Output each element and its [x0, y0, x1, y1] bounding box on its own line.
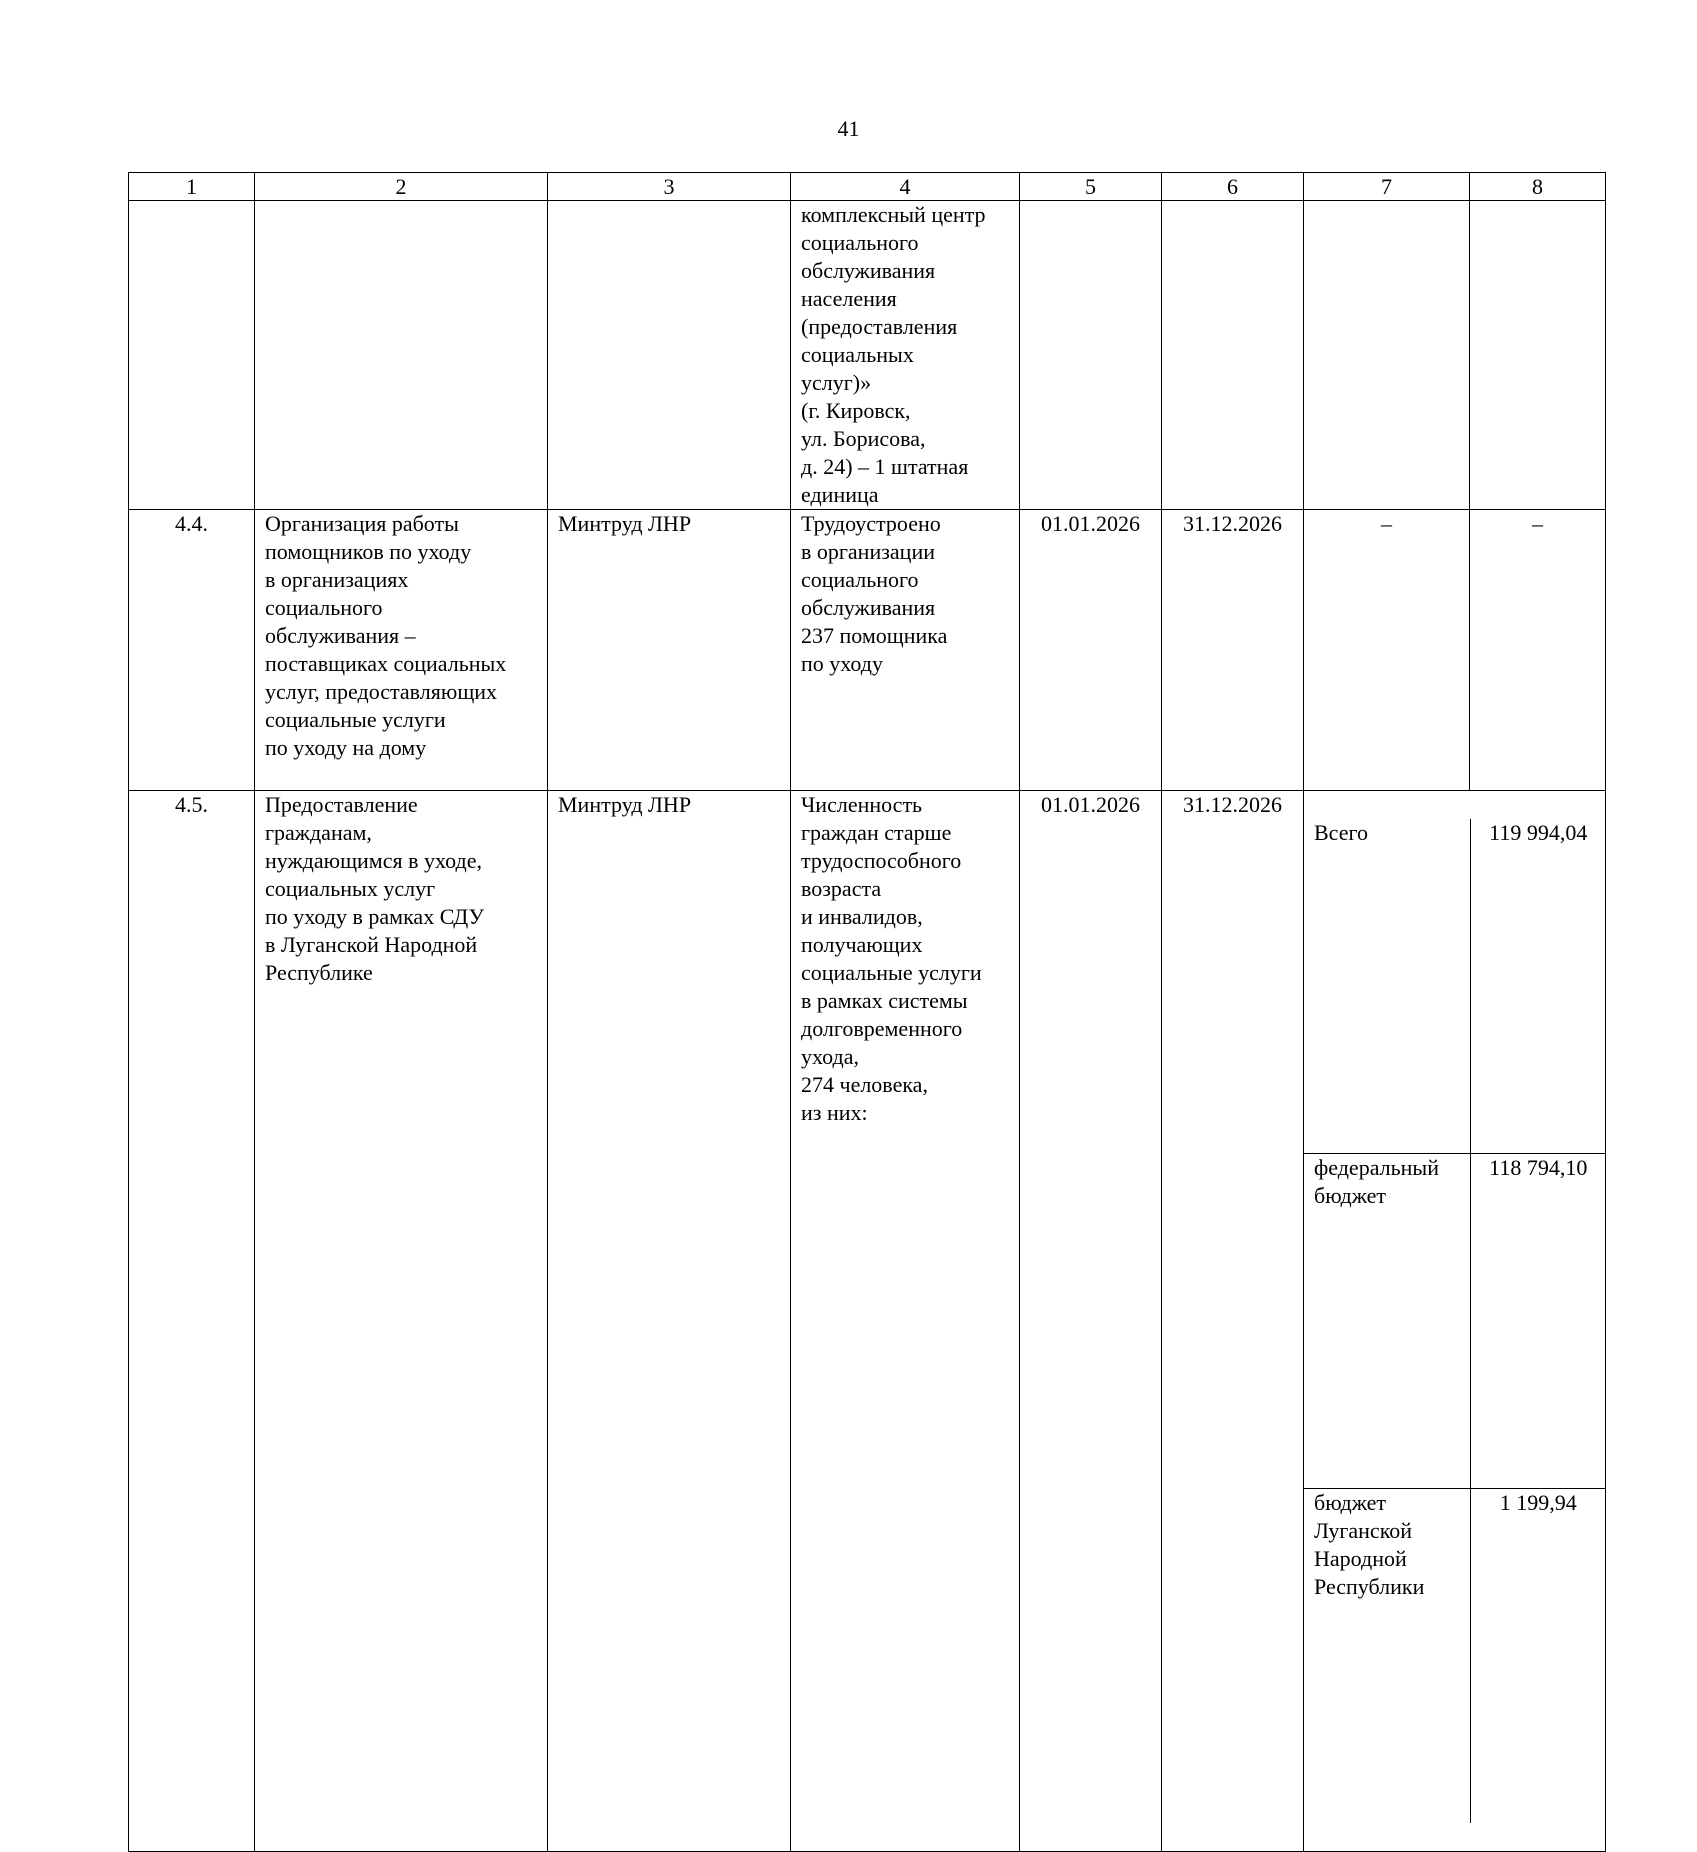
column-header-7: 7	[1304, 173, 1470, 201]
column-header-6: 6	[1162, 173, 1304, 201]
cell-funding-amount: –	[1470, 510, 1606, 791]
cell-result: комплексный центр социального обслуживания населения (предоставления социальных услуг)» (г. Кировск, ул. Борисова, д. 24) – 1 штатная единица	[791, 201, 1020, 510]
cell-number: 4.4.	[129, 510, 255, 791]
funding-row-total	[1304, 819, 1606, 1154]
funding-breakdown	[1304, 791, 1606, 1852]
cell-measure-name: Предоставление гражданам, нуждающимся в уходе, социальных услуг по уходу в рамках СДУ в Луганской Народной Республике	[255, 791, 548, 1852]
cell-start-date	[1020, 201, 1162, 510]
column-header-1: 1	[129, 173, 255, 201]
table-row-continuation	[129, 201, 1606, 510]
column-header-8: 8	[1470, 173, 1606, 201]
funding-source: Всего	[1304, 819, 1470, 1154]
cell-result: Трудоустроено в организации социального обслуживания 237 помощника по уходу	[791, 510, 1020, 791]
funding-table	[1304, 819, 1606, 1823]
funding-source: федеральный бюджет	[1304, 1154, 1470, 1489]
cell-end-date	[1162, 201, 1304, 510]
cell-measure-name	[255, 201, 548, 510]
column-header-4: 4	[791, 173, 1020, 201]
cell-start-date: 01.01.2026	[1020, 791, 1162, 1852]
page-number: 41	[837, 116, 860, 141]
column-header-2: 2	[255, 173, 548, 201]
cell-start-date: 01.01.2026	[1020, 510, 1162, 791]
measures-table	[128, 172, 1606, 1852]
cell-funding-amount	[1470, 201, 1606, 510]
table-row-4-4	[129, 510, 1606, 791]
funding-source: бюджет Луганской Народной Республики	[1304, 1489, 1470, 1824]
table-header-row	[129, 173, 1606, 201]
cell-responsible: Минтруд ЛНР	[548, 510, 791, 791]
funding-amount: 119 994,04	[1470, 819, 1606, 1154]
funding-row-regional	[1304, 1489, 1606, 1824]
table-row-4-5	[129, 791, 1606, 1852]
cell-end-date: 31.12.2026	[1162, 791, 1304, 1852]
cell-funding-source: –	[1304, 510, 1470, 791]
cell-number	[129, 201, 255, 510]
column-header-3: 3	[548, 173, 791, 201]
cell-responsible	[548, 201, 791, 510]
cell-end-date: 31.12.2026	[1162, 510, 1304, 791]
funding-amount: 1 199,94	[1499, 1490, 1577, 1515]
cell-result: Численность граждан старше трудоспособного возраста и инвалидов, получающих социальные услуги в рамках системы долговременного ухода, 274 человека, из них:	[791, 791, 1020, 1852]
column-header-5: 5	[1020, 173, 1162, 201]
cell-measure-name: Организация работы помощников по уходу в организациях социального обслуживания – поставщиках социальных услуг, предоставляющих социальные услуги по уходу на дому	[255, 510, 548, 791]
funding-amount: 118 794,10	[1470, 1154, 1606, 1489]
cell-responsible: Минтруд ЛНР	[548, 791, 791, 1852]
funding-row-federal	[1304, 1154, 1606, 1489]
cell-number: 4.5.	[129, 791, 255, 1852]
cell-funding-source	[1304, 201, 1470, 510]
